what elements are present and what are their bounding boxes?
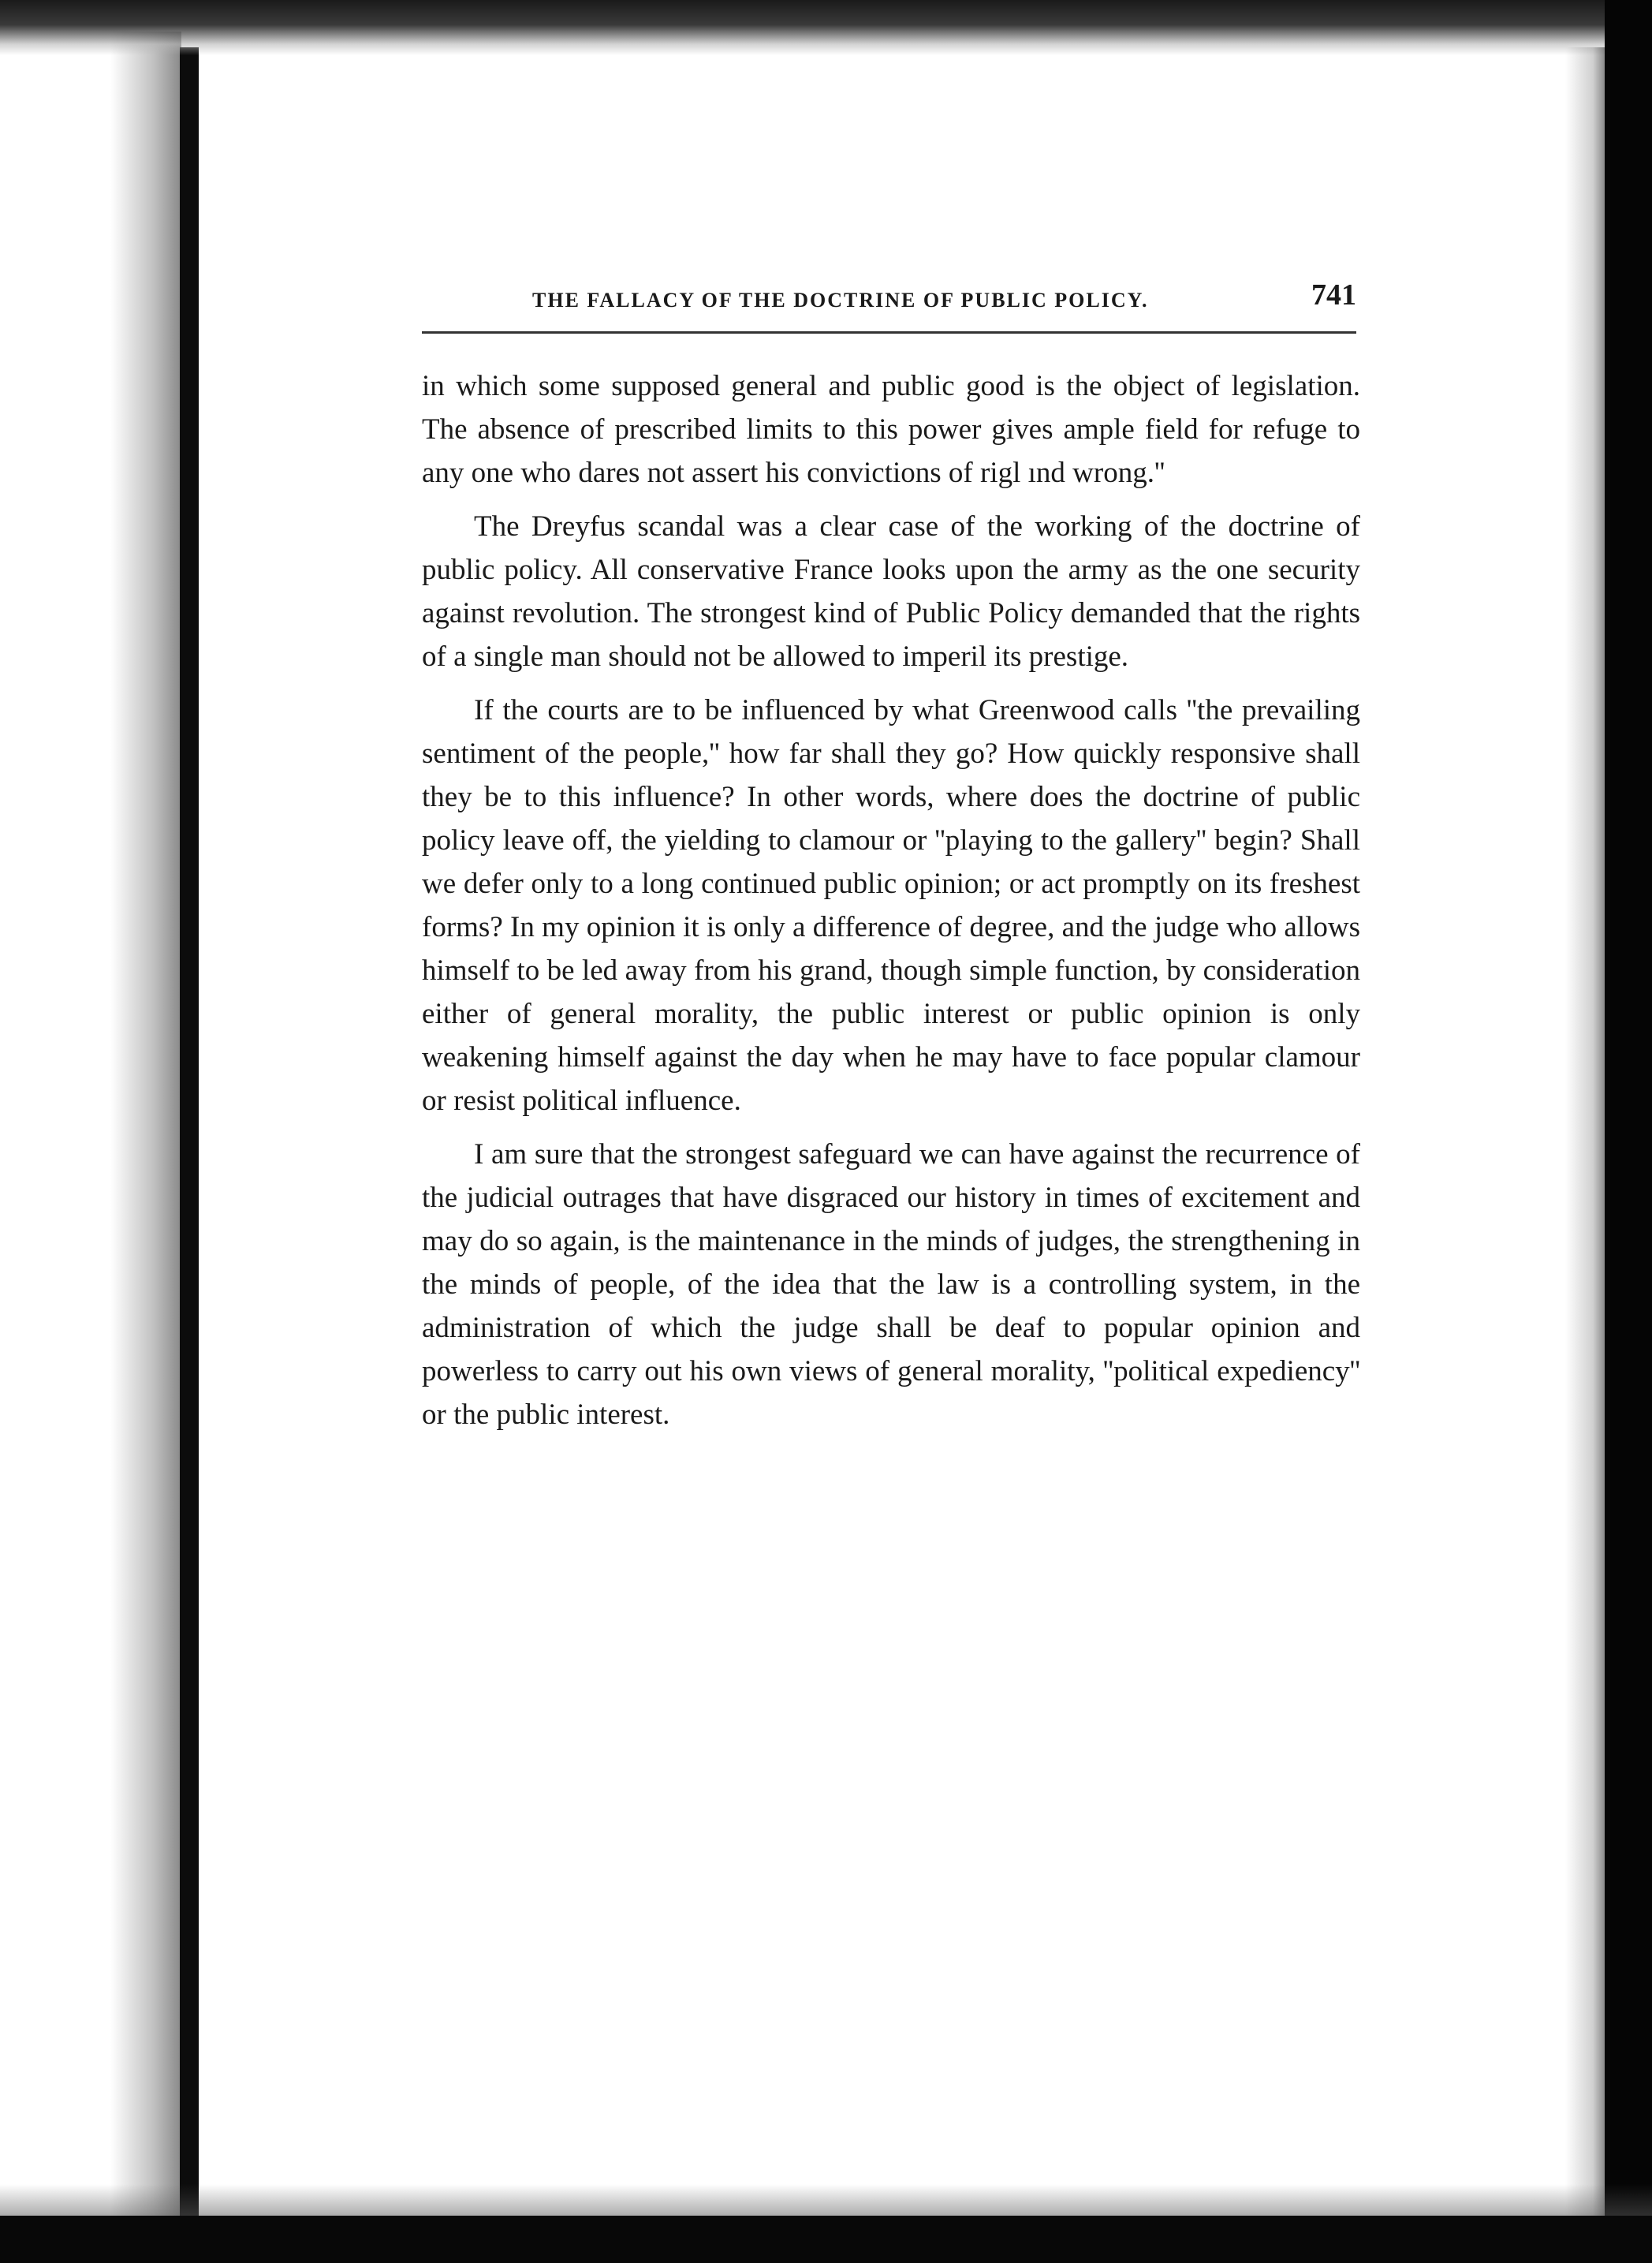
page-edge-shadow <box>1565 47 1605 2256</box>
header-rule <box>422 331 1356 334</box>
scan-bottom-edge <box>0 2216 1652 2263</box>
scan-top-edge <box>0 0 1652 55</box>
scan-right-edge <box>1605 0 1652 2263</box>
paragraph: in which some supposed general and public good is the object of legislation. The absence of prescribed limits to this power gives ample field for refuge to any one who dares not assert his convictions of rigl ınd wrong.'' <box>422 370 1360 489</box>
body-text <box>422 364 1360 1447</box>
scan-left-margin <box>0 0 22 2263</box>
binding-shadow <box>110 32 181 2240</box>
running-head-title: THE FALLACY OF THE DOCTRINE OF PUBLIC POLICY. <box>532 289 1149 312</box>
page-bottom-shadow <box>0 2184 1652 2216</box>
running-head <box>532 278 1356 317</box>
paragraph: The Dreyfus scandal was a clear case of the working of the doctrine of public policy. All conservative France looks upon the army as the one security against revolution. The strongest kind of Public Policy demanded that the rights of a single man should not be allowed to imperil its prestige. <box>422 510 1360 673</box>
book-binding-edge <box>180 47 199 2263</box>
paragraph: If the courts are to be influenced by what Greenwood calls ''the prevailing sentiment of the people,'' how far shall they go? How quickly responsive shall they be to this influence? In other words, where does the doctrine of public policy leave off, the yielding to clamour or ''playing to the gallery'' begin? Shall we defer only to a long continued public opinion; or act promptly on its freshest forms? In my opinion it is only a difference of degree, and the judge who allows himself to be led away from his grand, though simple function, by consideration either of general morality, the public interest or public opinion is only weakening himself against the day when he may have to face popular clamour or resist political influence. <box>422 694 1360 1117</box>
page-number: 741 <box>1311 278 1356 312</box>
paragraph: I am sure that the strongest safeguard we can have against the recurrence of the judicial outrages that have disgraced our history in times of excitement and may do so again, is the maintenance in the minds of judges, the strengthening in the minds of people, of the idea that the law is a controlling system, in the administration of which the judge shall be deaf to popular opinion and powerless to carry out his own views of general morality, ''political expediency'' or the public interest. <box>422 1138 1360 1431</box>
